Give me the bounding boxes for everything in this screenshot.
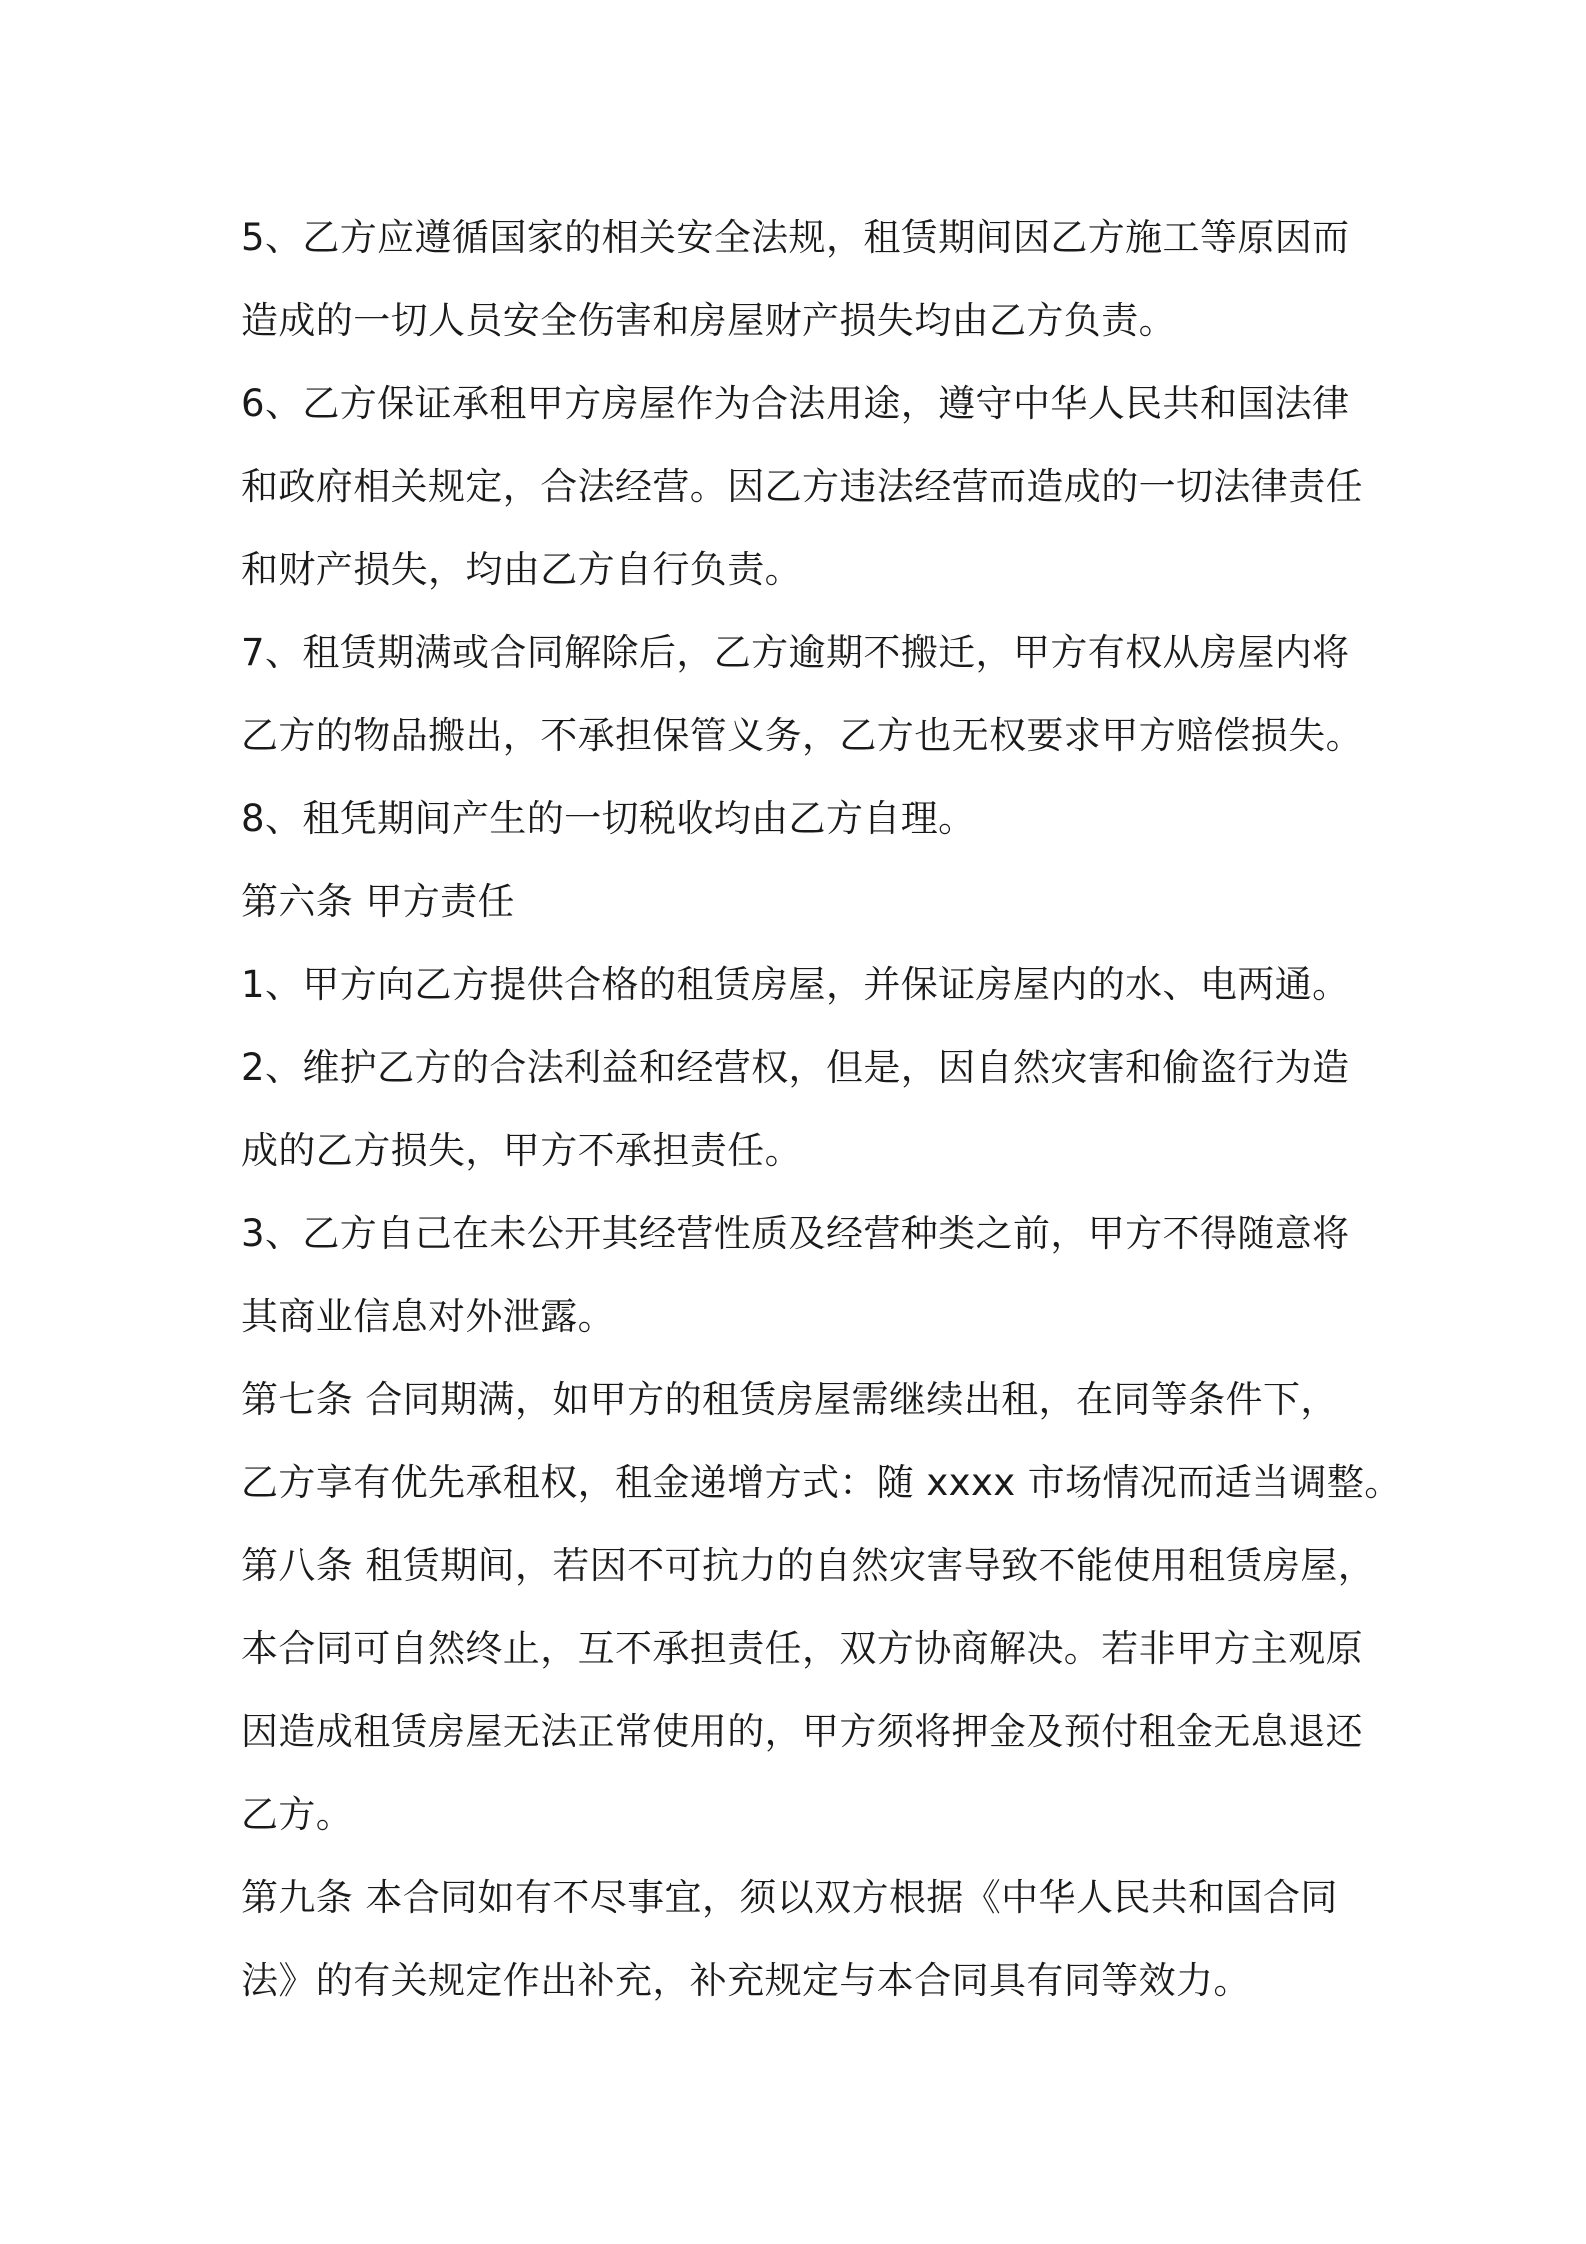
text-line: 法》的有关规定作出补充，补充规定与本合同具有同等效力。 [241,1959,1251,2002]
document-body [241,196,1402,2022]
text-line: 本合同可自然终止，互不承担责任，双方协商解决。若非甲方主观原 [241,1627,1363,1670]
text-line: 第八条 租赁期间，若因不可抗力的自然灾害导致不能使用租赁房屋， [241,1544,1376,1587]
text-line: 5、乙方应遵循国家的相关安全法规，租赁期间因乙方施工等原因而 [241,216,1350,259]
text-line: 其商业信息对外泄露。 [241,1295,615,1338]
text-line: 1、甲方向乙方提供合格的租赁房屋，并保证房屋内的水、电两通。 [241,963,1350,1006]
text-line: 2、维护乙方的合法利益和经营权，但是，因自然灾害和偷盗行为造 [241,1046,1350,1089]
text-line: 造成的一切人员安全伤害和房屋财产损失均由乙方负责。 [241,299,1176,342]
text-line: 和财产损失，均由乙方自行负责。 [241,548,802,591]
text-line: 乙方的物品搬出，不承担保管义务，乙方也无权要求甲方赔偿损失。 [241,714,1363,757]
text-line: 7、租赁期满或合同解除后，乙方逾期不搬迁，甲方有权从房屋内将 [241,631,1350,674]
text-line: 6、乙方保证承租甲方房屋作为合法用途，遵守中华人民共和国法律 [241,382,1350,425]
text-line: 乙方。 [241,1793,354,1836]
text-line: 乙方享有优先承租权，租金递增方式：随 xxxx 市场情况而适当调整。 [241,1461,1402,1504]
text-line: 第七条 合同期满，如甲方的租赁房屋需继续出租，在同等条件下， [241,1378,1338,1421]
section-heading: 第六条 甲方责任 [241,880,515,923]
text-line: 3、乙方自己在未公开其经营性质及经营种类之前，甲方不得随意将 [241,1212,1350,1255]
text-line: 成的乙方损失，甲方不承担责任。 [241,1129,802,1172]
text-line: 因造成租赁房屋无法正常使用的，甲方须将押金及预付租金无息退还 [241,1710,1363,1753]
text-line: 8、租凭期间产生的一切税收均由乙方自理。 [241,797,976,840]
text-line: 和政府相关规定，合法经营。因乙方违法经营而造成的一切法律责任 [241,465,1363,508]
text-line: 第九条 本合同如有不尽事宜，须以双方根据《中华人民共和国合同 [241,1876,1338,1919]
